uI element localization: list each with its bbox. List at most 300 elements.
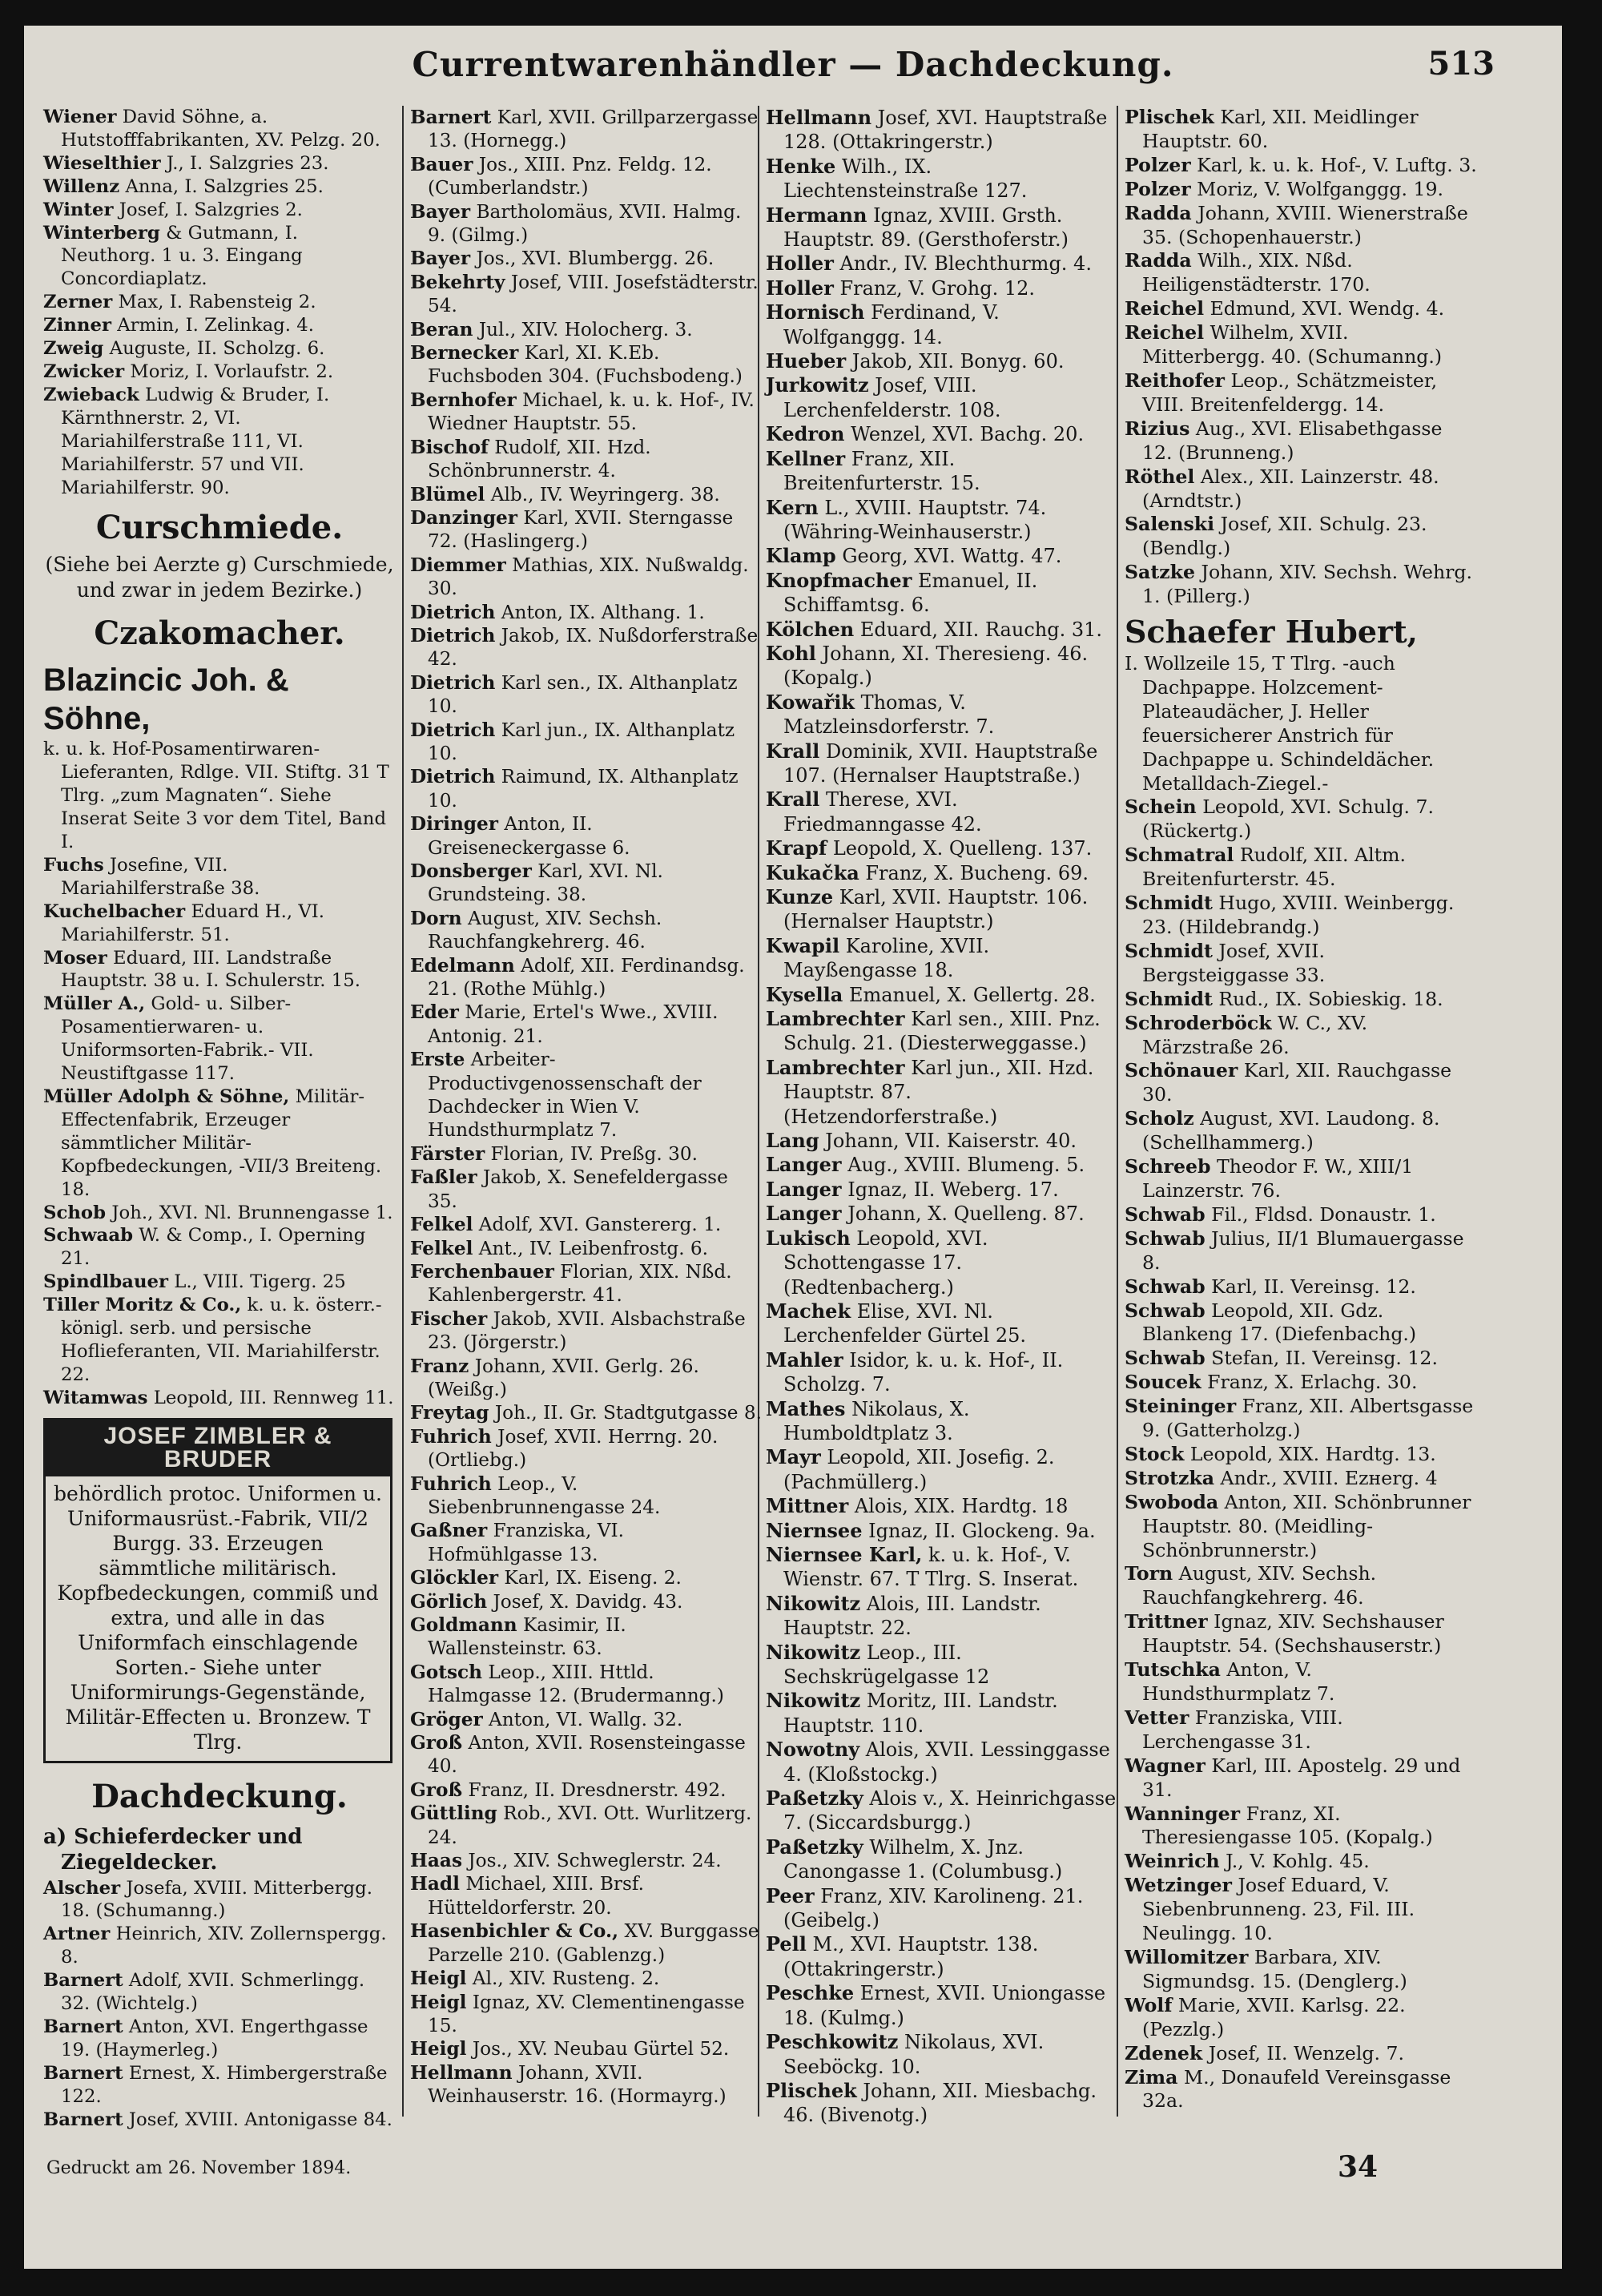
entry-name: Polzer: [1125, 177, 1191, 200]
entry-name: Gröger: [410, 1708, 483, 1730]
entry-name: Groß: [410, 1732, 463, 1754]
entry-details: M., XVI. Hauptstr. 138. (Ottakringerstr.): [783, 1933, 1039, 1980]
entry-details: k. u. k. Hof-, V. Wienstr. 67. T Tlrg. S. Inserat.: [783, 1543, 1079, 1591]
directory-entry: [43, 1271, 396, 1294]
entry-details: Michael, XIII. Brsf. Hütteldorferstr. 20.: [428, 1873, 645, 1919]
entry-details: Alois, XVII. Lessinggasse 4. (Kloßstockg.): [783, 1738, 1110, 1786]
directory-entry: [410, 554, 763, 601]
entry-details: Anton, II. Greiseneckergasse 6.: [428, 813, 630, 859]
entry-name: Swoboda: [1125, 1490, 1219, 1513]
column-2: [410, 106, 763, 2109]
entry-details: Karl, XVII. Hauptstr. 106. (Hernalser Hauptstr.): [783, 886, 1089, 933]
directory-entry: [43, 199, 396, 222]
entry-details: Moritz, III. Landstr. Hauptstr. 110.: [783, 1690, 1058, 1737]
entry-details: Johann, XVII. Weinhauserstr. 16. (Hormayrg.): [428, 2061, 727, 2108]
entry-details: L., XVIII. Hauptstr. 74. (Währing-Weinhauserstr.): [783, 496, 1047, 543]
entry-name: Glöckler: [410, 1567, 499, 1589]
entry-name: Groß: [410, 1778, 463, 1801]
entry-details: Wilh., IX. Liechtensteinstraße 127.: [783, 155, 1028, 203]
entry-details: Anton, XVII. Rosensteingasse 40.: [428, 1732, 746, 1778]
directory-entry: [410, 719, 763, 766]
entry-details: Jos., XIII. Pnz. Feldg. 12. (Cumberlandstr.): [428, 153, 712, 199]
entry-name: Hornisch: [766, 300, 865, 324]
directory-entry: [410, 1872, 763, 1919]
entry-name: Steininger: [1125, 1395, 1237, 1418]
directory-entry: [410, 1708, 763, 1731]
directory-entry: [410, 106, 763, 153]
entry-details: Karl, XI. K.Eb. Fuchsboden 304. (Fuchsbodeng.): [428, 342, 743, 388]
entry-details: Bartholomäus, XVII. Halmg. 9. (Gilmg.): [428, 200, 742, 247]
entry-name: Paßetzky: [766, 1786, 863, 1811]
entry-details: Karl, II. Vereinsg. 12.: [1211, 1275, 1416, 1298]
entry-details: Thomas, V. Matzleinsdorferstr. 7.: [783, 691, 995, 739]
entry-name: Torn: [1125, 1562, 1173, 1585]
directory-entry: [1125, 2042, 1477, 2066]
directory-entry: [766, 836, 1118, 860]
entry-details: L., VIII. Tigerg. 25: [174, 1271, 346, 1293]
entry-details: Johann, X. Quelleng. 87.: [847, 1202, 1085, 1226]
entry-details: Ignaz, II. Weberg. 17.: [847, 1178, 1059, 1201]
entry-name: Winter: [43, 199, 114, 220]
directory-entry: [766, 544, 1118, 568]
entry-details: Leopold, XIX. Hardtg. 13.: [1189, 1442, 1436, 1465]
directory-entry: [43, 2062, 396, 2109]
entry-details: Karl, k. u. k. Hof-, V. Luftg. 3.: [1197, 153, 1477, 176]
entry-name: Schwab: [1125, 1227, 1206, 1250]
entry-name: Wolf: [1125, 1993, 1173, 2016]
directory-entry: [410, 153, 763, 200]
entry-name: Hellmann: [410, 2061, 513, 2084]
directory-entry: [766, 1981, 1118, 2030]
entry-name: Wieselthier: [43, 152, 161, 174]
entry-details: Franz, XI. Theresiengasse 105. (Kopalg.): [1142, 1802, 1433, 1849]
directory-entry: [410, 1048, 763, 1142]
entry-name: Zinner: [43, 315, 111, 336]
entry-details: Josef, XVI. Hauptstraße 128. (Ottakringerstr.): [783, 107, 1108, 154]
directory-entry: [1125, 465, 1477, 514]
entry-details: Franziska, VI. Hofmühlgasse 13.: [428, 1520, 625, 1565]
entry-details: Eduard, XII. Rauchg. 31.: [859, 618, 1103, 641]
entry-name: Eder: [410, 1001, 459, 1024]
entry-details: Heinrich, XIV. Zollernspergg. 8.: [61, 1923, 387, 1968]
directory-entry: [410, 907, 763, 954]
directory-entry: [766, 373, 1118, 422]
directory-entry: [766, 1641, 1118, 1690]
entry-details: Karl, XVII. Sterngasse 72. (Haslingerg.): [428, 506, 734, 553]
entry-name: Freytag: [410, 1402, 489, 1424]
directory-entry: [410, 1260, 763, 1307]
directory-entry: [1125, 1754, 1477, 1803]
entry-details: Johann, XIV. Sechsh. Wehrg. 1. (Pillerg.): [1142, 561, 1473, 608]
directory-entry: [410, 318, 763, 341]
directory-entry: [410, 1849, 763, 1872]
directory-entry: [43, 854, 396, 900]
directory-entry: [410, 1401, 763, 1424]
entry-details: Franz, XIV. Karolineng. 21. (Geibelg.): [783, 1884, 1084, 1932]
entry-name: Bekehrty: [410, 271, 505, 293]
entry-name: Barnert: [410, 107, 492, 128]
directory-entry: [1125, 1299, 1477, 1347]
entry-name: Willomitzer: [1125, 1945, 1249, 1968]
entry-details: Karl jun., IX. Althanplatz 10.: [428, 719, 735, 764]
entry-details: Wilhelm, X. Jnz. Canongasse 1. (Columbusg.): [783, 1835, 1063, 1883]
entry-name: Kuchelbacher: [43, 900, 186, 922]
entry-name: Schob: [43, 1202, 107, 1223]
directory-entry: [43, 106, 396, 152]
directory-entry: [766, 861, 1118, 885]
entry-details: Franziska, VIII. Lerchengasse 31.: [1142, 1706, 1343, 1753]
directory-entry: [410, 671, 763, 719]
entry-name: Kohl: [766, 641, 816, 665]
entry-name: Gotsch: [410, 1661, 483, 1683]
entry-details: Anton, XII. Schönbrunner Hauptstr. 80. (Meidling-Schönbrunnerstr.): [1142, 1490, 1471, 1561]
directory-entry: [1125, 1610, 1477, 1658]
column-1: [43, 106, 396, 2131]
entry-details: Fil., Fldsd. Donaustr. 1.: [1211, 1202, 1436, 1226]
column-divider: [402, 106, 404, 2117]
directory-entry: [410, 2061, 763, 2109]
entry-details: Josef, VIII. Lerchenfelderstr. 108.: [783, 374, 1001, 421]
entry-name: Schmidt: [1125, 987, 1213, 1010]
directory-entry: [766, 1445, 1118, 1494]
entry-details: Franz, V. Grohg. 12.: [839, 276, 1036, 300]
directory-entry: [1125, 940, 1477, 988]
entry-name: Schönauer: [1125, 1059, 1238, 1082]
directory-entry: [43, 1086, 396, 1202]
directory-entry: [43, 1923, 396, 1969]
entry-name: Pell: [766, 1932, 807, 1956]
entry-name: Fuchs: [43, 854, 104, 876]
directory-entry: [1125, 178, 1477, 202]
entry-name: Hermann: [766, 203, 867, 227]
entry-name: Schwab: [1125, 1299, 1206, 1322]
directory-entry: [1125, 369, 1477, 417]
directory-entry: [766, 496, 1118, 545]
directory-entry: [766, 422, 1118, 446]
entry-details: Franz, X. Erlachg. 30.: [1207, 1371, 1418, 1394]
directory-entry: [410, 506, 763, 554]
entry-details: Ignaz, XIV. Sechshauser Hauptstr. 54. (Sechshauserstr.): [1142, 1610, 1444, 1658]
entry-name: Dietrich: [410, 766, 496, 788]
directory-entry: [766, 569, 1118, 618]
directory-entry: [766, 1835, 1118, 1884]
entry-name: Diringer: [410, 813, 498, 836]
entry-details: Leopold, XVI. Schottengasse 17. (Redtenbacherg.): [783, 1227, 988, 1299]
entry-name: Stock: [1125, 1442, 1185, 1465]
entry-details: Michael, k. u. k. Hof-, IV. Wiedner Hauptstr. 55.: [428, 389, 755, 435]
entry-details: Josefine, VII. Mariahilferstraße 38.: [61, 854, 260, 899]
entry-name: Weinrich: [1125, 1850, 1220, 1873]
directory-entry: [766, 1519, 1118, 1543]
entry-details: Josef, XII. Schulg. 23. (Bendlg.): [1142, 513, 1427, 560]
entry-details: Rudolf, XII. Altm. Breitenfurterstr. 45.: [1142, 844, 1406, 891]
directory-entry: [410, 812, 763, 860]
directory-entry: [1125, 1275, 1477, 1299]
entry-details: Georg, XVI. Wattg. 47.: [842, 545, 1062, 568]
entry-name: Wanninger: [1125, 1802, 1241, 1825]
entry-name: Reichel: [1125, 321, 1205, 344]
directory-entry: [410, 1237, 763, 1260]
directory-entry: [1125, 1562, 1477, 1610]
entry-details: Rudolf, XII. Hzd. Schönbrunnerstr. 4.: [428, 436, 651, 482]
entry-details: Karl, III. Apostelg. 29 und 31.: [1142, 1754, 1461, 1801]
directory-entry: [1125, 652, 1477, 796]
directory-entry: [410, 389, 763, 436]
entry-name: Lukisch: [766, 1226, 851, 1250]
entry-details: Ludwig & Bruder, I. Kärnthnerstr. 2, VI. Mariahilferstraße 111, VI. Mariahilferstr. 57 und VII. Mariahilferstr. 90.: [61, 384, 330, 498]
entry-name: Edelmann: [410, 954, 515, 977]
directory-entry: [43, 2016, 396, 2062]
entry-name: Dietrich: [410, 624, 496, 647]
directory-entry: [410, 860, 763, 907]
entry-name: Niernsee: [766, 1518, 863, 1542]
entry-details: k. u. k. österr.-königl. serb. und persische Hoflieferanten, VII. Mariahilferstr. 22.: [61, 1295, 382, 1385]
entry-details: Johann, VII. Kaiserstr. 40.: [825, 1130, 1077, 1153]
entry-name: Danzinger: [410, 506, 518, 529]
entry-details: Josefa, XVIII. Mitterbergg. 18. (Schumanng.): [61, 1877, 372, 1922]
entry-details: Auguste, II. Scholzg. 6.: [109, 338, 325, 360]
directory-entry: [766, 1299, 1118, 1348]
entry-details: Leopold, III. Rennweg 11.: [153, 1387, 394, 1408]
entry-details: Anna, I. Salzgries 25.: [125, 175, 324, 197]
directory-entry: [766, 349, 1118, 373]
section-heading: Dachdeckung.: [91, 1777, 348, 1815]
entry-name: Zdenek: [1125, 2041, 1203, 2064]
directory-entry: [410, 1213, 763, 1236]
directory-entry: [1125, 297, 1477, 321]
entry-details: Ignaz, XV. Clementinengasse 15.: [428, 1991, 745, 2036]
directory-entry: [410, 1519, 763, 1566]
entry-name: Felkel: [410, 1214, 473, 1236]
entry-name: Peer: [766, 1883, 815, 1907]
entry-details: Josef, XVIII. Antonigasse 84.: [128, 2109, 392, 2130]
directory-entry: [766, 983, 1118, 1007]
entry-name: Zerner: [43, 292, 113, 313]
entry-details: Josef, XVII. Herrng. 20. (Ortliebg.): [428, 1425, 718, 1472]
entry-name: Niernsee Karl,: [766, 1542, 923, 1566]
entry-name: Schmidt: [1125, 939, 1213, 962]
entry-name: Trittner: [1125, 1610, 1208, 1633]
entry-details: Andr., XVIII. Ezнerg. 4: [1220, 1466, 1438, 1489]
directory-entry: [43, 1877, 396, 1923]
directory-entry: [766, 252, 1118, 276]
entry-name: Paßetzky: [766, 1835, 863, 1859]
entry-name: Lambrechter: [766, 1055, 905, 1079]
entry-details: Karl, XVI. Nl. Grundsteing. 38.: [428, 860, 663, 906]
entry-name: Lang: [766, 1129, 819, 1153]
directory-entry: [1125, 844, 1477, 892]
entry-details: Alb., IV. Weyringerg. 38.: [490, 483, 720, 506]
entry-name: Heigl: [410, 1968, 467, 1990]
directory-entry: [1125, 513, 1477, 561]
entry-details: Ignaz, II. Glockeng. 9a.: [868, 1519, 1096, 1542]
entry-name: Hellmann: [766, 106, 872, 129]
entry-name: Mittner: [766, 1494, 849, 1518]
entry-name: Dietrich: [410, 671, 496, 694]
entry-details: Ferdinand, V. Wolfganggg. 14.: [783, 301, 1000, 348]
directory-entry: [410, 1472, 763, 1520]
entry-details: Karl, IX. Eiseng. 2.: [504, 1567, 682, 1589]
entry-details: Eduard H., VI. Mariahilferstr. 51.: [61, 900, 325, 945]
entry-details: Hugo, XVIII. Weinbergg. 23. (Hildebrandg.): [1142, 892, 1455, 938]
directory-entry: [766, 1592, 1118, 1641]
entry-name: Mayr: [766, 1445, 821, 1469]
entry-name: Fuhrich: [410, 1425, 492, 1448]
entry-details: Franz, XII. Breitenfurterstr. 15.: [783, 447, 980, 495]
entry-name: Artner: [43, 1923, 111, 1945]
entry-details: Edmund, XVI. Wendg. 4.: [1210, 297, 1445, 320]
entry-name: Witamwas: [43, 1387, 148, 1408]
directory-entry: [1125, 249, 1477, 297]
entry-name: Reichel: [1125, 297, 1205, 320]
entry-details: Leopold, XVI. Schulg. 7. (Rückertg.): [1142, 796, 1435, 843]
directory-entry: [1125, 1850, 1477, 1874]
entry-name: Kowařik: [766, 690, 855, 714]
entry-details: Josef, X. Davidg. 43.: [493, 1590, 683, 1613]
directory-entry: [43, 1294, 396, 1387]
entry-details: Adolf, XVI. Ganstererg. 1.: [478, 1214, 722, 1236]
directory-entry: [410, 1613, 763, 1661]
entry-details: Alois, III. Landstr. Hauptstr. 22.: [783, 1592, 1041, 1640]
entry-details: Emanuel, II. Schiffamtsg. 6.: [783, 569, 1038, 617]
entry-details: Elise, XVI. Nl. Lerchenfelder Gürtel 25.: [783, 1299, 1027, 1347]
directory-entry: [43, 1224, 396, 1271]
entry-name: Nikowitz: [766, 1640, 861, 1664]
entry-details: Anton, IX. Althang. 1.: [501, 601, 705, 623]
entry-name: Radda: [1125, 201, 1192, 224]
entry-details: Karoline, XVII. Mayßengasse 18.: [783, 934, 990, 982]
directory-entry: [1125, 1467, 1477, 1491]
directory-entry: [766, 1689, 1118, 1738]
entry-details: Dominik, XVII. Hauptstraße 107. (Hernalser Hauptstraße.): [783, 739, 1098, 787]
entry-name: Felkel: [410, 1237, 473, 1259]
entry-details: Jakob, XII. Bonyg. 60.: [851, 350, 1065, 373]
directory-entry: [410, 601, 763, 624]
entry-details: Marie, Ertel's Wwe., XVIII. Antonig. 21.: [428, 1001, 718, 1047]
directory-entry: [1125, 106, 1477, 154]
directory-entry: [766, 155, 1118, 203]
print-date: Gedruckt am 26. November 1894.: [46, 2158, 352, 2178]
entry-details: Josef, XVII. Bergsteiggasse 33.: [1142, 939, 1326, 986]
directory-entry: [1125, 892, 1477, 940]
entry-name: Schwab: [1125, 1347, 1206, 1370]
entry-name: Plischek: [766, 2078, 857, 2102]
entry-name: Peschkowitz: [766, 2030, 899, 2054]
entry-name: Diemmer: [410, 554, 506, 576]
directory-entry: [410, 341, 763, 389]
entry-name: Wiener: [43, 107, 117, 127]
entry-name: Müller Adolph & Söhne,: [43, 1086, 290, 1107]
entry-details: Emanuel, X. Gellertg. 28.: [848, 983, 1096, 1006]
entry-details: Aug., XVI. Elisabethgasse 12. (Brunneng.): [1142, 417, 1443, 464]
directory-entry: [1125, 1107, 1477, 1155]
entry-name: Salenski: [1125, 513, 1215, 536]
entry-name: Kellner: [766, 446, 846, 470]
entry-details: Al., XIV. Rusteng. 2.: [472, 1968, 660, 1990]
entry-name: Franz: [410, 1355, 469, 1377]
entry-details: Alois, XIX. Hardtg. 18: [854, 1495, 1069, 1518]
entry-name: Donsberger: [410, 860, 532, 882]
directory-entry: [766, 1056, 1118, 1129]
entry-details: Anton, VI. Wallg. 32.: [489, 1708, 683, 1730]
entry-name: Bauer: [410, 153, 473, 175]
entry-name: Görlich: [410, 1590, 488, 1613]
directory-entry: [43, 900, 396, 947]
directory-entry: [766, 1129, 1118, 1153]
entry-details: Jos., XIV. Schweglerstr. 24.: [468, 1850, 722, 1872]
entry-details: Franz, II. Dresdnerstr. 492.: [468, 1778, 727, 1801]
entry-details: Rob., XVI. Ott. Wurlitzerg. 24.: [428, 1803, 752, 1848]
entry-details: Julius, II/1 Blumauergasse 8.: [1142, 1227, 1464, 1274]
directory-entry: [766, 885, 1118, 934]
entry-name: Soucek: [1125, 1371, 1202, 1394]
directory-entry: [766, 1543, 1118, 1592]
entry-details: J., V. Kohlg. 45.: [1226, 1850, 1370, 1873]
entry-details: Therese, XVI. Friedmanngasse 42.: [783, 788, 982, 836]
entry-details: Johann, XI. Theresieng. 46. (Kopalg.): [783, 642, 1089, 690]
entry-details: Aug., XVIII. Blumeng. 5.: [847, 1154, 1085, 1177]
entry-name: Hasenbichler & Co.,: [410, 1920, 619, 1943]
directory-entry: [410, 1661, 763, 1708]
entry-details: Gold- u. Silber-Posamentierwaren- u. Uniformsorten-Fabrik.- VII. Neustiftgasse 117.: [61, 993, 314, 1085]
entry-details: Leop., III. Sechskrügelgasse 12: [783, 1641, 990, 1688]
directory-entry: [766, 203, 1118, 252]
directory-entry: [410, 1566, 763, 1589]
entry-name: Plischek: [1125, 106, 1214, 128]
directory-entry: [1125, 202, 1477, 250]
entry-details: Karl sen., IX. Althanplatz 10.: [428, 671, 738, 718]
entry-details: k. u. k. Hof-Posamentirwaren-Lieferanten, Rdlge. VII. Stiftg. 31 T Tlrg. „zum Magnaten“. Siehe Inserat Seite 3 vor dem Titel, Band I.: [43, 739, 389, 853]
entry-name: Kwapil: [766, 933, 840, 957]
directory-entry: [43, 993, 396, 1086]
entry-name: Reithofer: [1125, 369, 1225, 392]
directory-entry: [1125, 1227, 1477, 1275]
directory-entry: [766, 691, 1118, 739]
directory-entry: [43, 314, 396, 337]
entry-name: Kunze: [766, 885, 834, 908]
entry-name: Bayer: [410, 200, 471, 223]
entry-name: Langer: [766, 1153, 842, 1177]
entry-details: Franz, X. Bucheng. 69.: [865, 861, 1089, 884]
page-title: Currentwarenhändler — Dachdeckung.: [412, 45, 1174, 84]
directory-entry: [410, 1919, 763, 1967]
directory-entry: [43, 1202, 396, 1225]
directory-entry: [766, 934, 1118, 983]
entry-name: Krall: [766, 739, 820, 763]
entry-details: Karl jun., XII. Hzd. Hauptstr. 87. (Hetzendorferstraße.): [783, 1056, 1094, 1128]
entry-details: Johann, XVIII. Wienerstraße 35. (Schopenhauerstr.): [1142, 201, 1468, 248]
entry-name: Knopfmacher: [766, 568, 912, 592]
directory-entry: [766, 276, 1118, 300]
entry-name: Nikowitz: [766, 1591, 861, 1615]
entry-name: Bayer: [410, 248, 471, 270]
directory-entry: [410, 436, 763, 483]
directory-entry: [410, 1590, 763, 1613]
advertisement-box: [43, 1418, 392, 1763]
entry-name: Schwaab: [43, 1225, 134, 1247]
directory-entry: [410, 1166, 763, 1213]
entry-name: Radda: [1125, 249, 1192, 272]
entry-details: Barbara, XIV. Sigmundsg. 15. (Denglerg.): [1142, 1945, 1407, 1992]
section-heading: Curschmiede.: [95, 509, 344, 547]
directory-entry: [410, 1001, 763, 1048]
entry-details: Arbeiter-Productivgenossenschaft der Dachdecker in Wien V. Hundsthurmplatz 7.: [428, 1049, 702, 1142]
directory-entry: [1125, 1203, 1477, 1227]
directory-entry: [1125, 1443, 1477, 1467]
entry-name: Zwicker: [43, 361, 125, 382]
directory-entry: [410, 954, 763, 1001]
directory-entry: [1125, 2066, 1477, 2114]
